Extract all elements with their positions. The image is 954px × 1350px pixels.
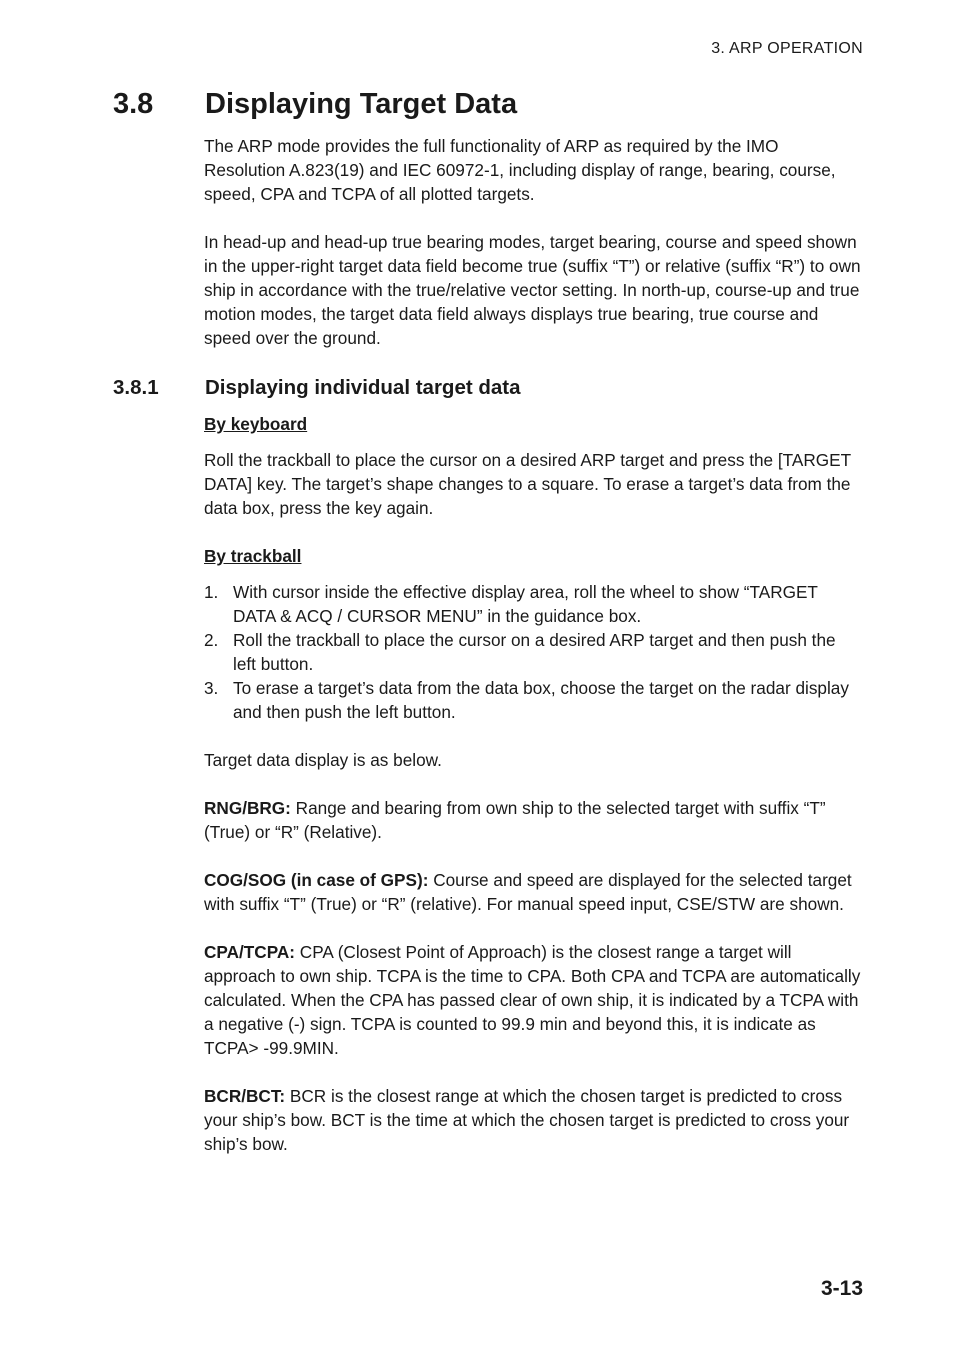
by-trackball-steps-block: [204, 580, 862, 1156]
list-item: [204, 628, 862, 676]
definition-term: COG/SOG (in case of GPS):: [204, 870, 429, 890]
list-item: [204, 580, 862, 628]
by-keyboard-block: [204, 412, 862, 436]
definition-cpa-tcpa: [204, 940, 862, 1060]
definition-term: BCR/BCT:: [204, 1086, 286, 1106]
step-text: With cursor inside the effective display area, roll the wheel to show “TARGET DATA & ACQ / CURSOR MENU” in the guidance box.: [233, 582, 818, 626]
by-keyboard-text: Roll the trackball to place the cursor on a desired ARP target and press the [TARGET DATA] key. The target’s shape changes to a square. To erase a target’s data from the data box, press the key again.: [204, 450, 851, 518]
definition-text: Course and speed are displayed for the selected target with suffix “T” (True) or “R” (relative). For manual speed input, CSE/STW are shown.: [204, 870, 852, 914]
step-number: 3.: [204, 678, 219, 698]
subsection-number: 3.8.1: [113, 376, 159, 399]
definition-term: CPA/TCPA:: [204, 942, 296, 962]
trackball-steps-list: [204, 580, 862, 724]
section-number: 3.8: [113, 88, 154, 120]
by-keyboard-label: By keyboard: [204, 414, 308, 434]
by-trackball-block: [204, 544, 862, 568]
by-keyboard-text-block: [204, 448, 862, 520]
definition-term: RNG/BRG:: [204, 798, 291, 818]
definition-cog-sog: [204, 868, 862, 916]
by-trackball-label: By trackball: [204, 546, 302, 566]
definition-bcr-bct: [204, 1084, 862, 1156]
subsection-title: [113, 376, 894, 400]
section-paragraph: The ARP mode provides the full functionality of ARP as required by the IMO Resolution A.823(19) and IEC 60972-1, including display of range, bearing, course, speed, CPA and TCPA of all plotted targets.: [204, 136, 836, 204]
subsection-title-text: Displaying individual target data: [205, 376, 521, 399]
definition-text: BCR is the closest range at which the chosen target is predicted to cross your ship’s bow. BCT is the time at which the chosen target is predicted to cross your ship’s bow.: [204, 1086, 850, 1154]
target-data-intro: Target data display is as below.: [204, 750, 442, 770]
section-title-text: Displaying Target Data: [205, 88, 518, 120]
running-header: 3. ARP OPERATION: [711, 40, 863, 57]
definition-text: Range and bearing from own ship to the selected target with suffix “T” (True) or “R” (Relative).: [204, 798, 826, 842]
section-body: [204, 134, 862, 350]
list-item: [204, 676, 862, 724]
section-title: [113, 88, 894, 121]
step-text: To erase a target’s data from the data box, choose the target on the radar display and then push the left button.: [233, 678, 849, 722]
definition-rng-brg: [204, 796, 862, 844]
page-number: 3-13: [820, 1277, 863, 1300]
definition-text: CPA (Closest Point of Approach) is the closest range a target will approach to own ship. TCPA is the time to CPA. Both CPA and TCPA are automatically calculated. When the CPA has passed clear of own ship, it is indicated by a TCPA with a negative (-) sign. TCPA is counted to 99.9 min and beyond this, it is indicate as TCPA> -99.9MIN.: [204, 942, 861, 1058]
step-text: Roll the trackball to place the cursor on a desired ARP target and then push the left button.: [233, 630, 836, 674]
step-number: 2.: [204, 630, 219, 650]
section-paragraph: In head-up and head-up true bearing modes, target bearing, course and speed shown in the upper-right target data field become true (suffix “T”) or relative (suffix “R”) to own ship in accordance with the true/relative vector setting. In north-up, course-up and true motion modes, the target data field always displays true bearing, true course and speed over the ground.: [204, 232, 861, 348]
step-number: 1.: [204, 582, 219, 602]
